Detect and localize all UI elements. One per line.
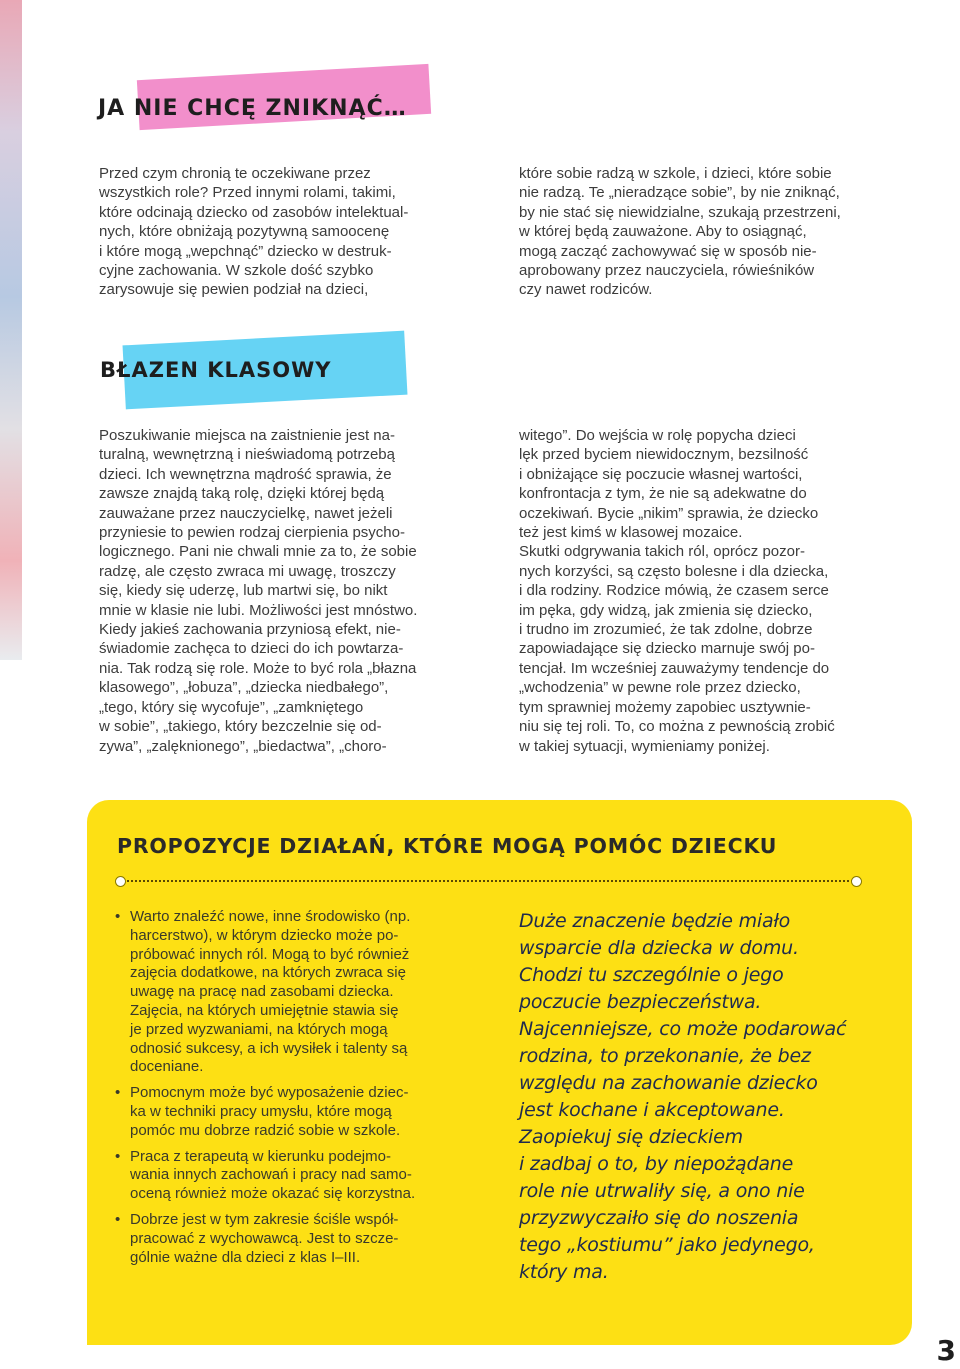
text-line: dzieci. Ich wewnętrzna mądrość sprawia, że xyxy=(99,465,392,483)
proposal-bullet-item xyxy=(115,1148,495,1204)
text-line: aprobowany przez nauczyciela, rówieśników xyxy=(519,262,815,280)
text-line: zauważane przez nauczycielkę, nawet jeżeli xyxy=(99,504,393,522)
section1-column-left xyxy=(99,164,469,300)
text-line: klasowego”, „łobuza”, „dziecka niedbałego”, xyxy=(99,679,389,697)
text-line: i obniżające się poczucie własnej wartości, xyxy=(519,465,803,483)
text-line: harcerstwo), w którym dziecko może po- xyxy=(130,926,399,944)
text-line: mnie w klasie nie lubi. Możliwości jest mnóstwo. xyxy=(99,601,418,619)
text-line: radzę, ale często zwraca mi uwagę, troszczy xyxy=(99,562,396,580)
text-line: przyniesie to pewien rodzaj cierpienia psycho- xyxy=(99,524,405,542)
section-title-ja-nie-chce-zniknac: JA NIE CHCĘ ZNIKNĄĆ… xyxy=(98,96,407,121)
text-line: Duże znaczenie będzie miało xyxy=(519,910,791,932)
text-line: pracować z wychowawcą. Jest to szcze- xyxy=(130,1229,399,1247)
text-line: • Dobrze jest w tym zakresie ściśle współ- xyxy=(130,1210,399,1228)
text-line: w której będą zauważone. Aby to osiągnąć, xyxy=(519,223,807,241)
text-line: gólnie ważne dla dzieci z klas I–III. xyxy=(130,1248,361,1266)
text-line: który ma. xyxy=(519,1261,609,1283)
text-line: cyjne zachowania. W szkole dość szybko xyxy=(99,262,374,280)
section-title-blazen-klasowy: BŁAZEN KLASOWY xyxy=(100,358,332,382)
text-line: zajęcia dodatkowe, na których zwraca się xyxy=(130,964,406,982)
proposal-bullet-item xyxy=(115,908,495,1077)
text-line: jest kochane i akceptowane. xyxy=(519,1099,785,1121)
text-line: • Pomocnym może być wyposażenie dziec- xyxy=(130,1084,409,1102)
text-line: ka w techniki pracy umysłu, które mogą xyxy=(130,1102,392,1120)
text-line: i zadbaj o to, by niepożądane xyxy=(519,1153,794,1175)
dotted-divider xyxy=(119,880,857,882)
text-line: względu na zachowanie dziecko xyxy=(519,1072,818,1094)
text-line: je przed wyzwaniami, na których mogą xyxy=(130,1020,388,1038)
text-line: w sobie”, „takiego, który bezczelnie się od- xyxy=(99,718,382,736)
text-line: konfrontacja z tym, że nie są adekwatne do xyxy=(519,485,807,503)
text-line: • Warto znaleźć nowe, inne środowisko (np. xyxy=(130,908,411,925)
text-line: „tego, który się wycofuje”, „zamkniętego xyxy=(99,698,364,716)
section2-column-left xyxy=(99,426,479,756)
text-line: które sobie radzą w szkole, i dzieci, które sobie xyxy=(519,165,832,182)
side-photo-strip xyxy=(0,0,22,660)
text-line: • Praca z terapeutą w kierunku podejmo- xyxy=(130,1147,391,1165)
text-line: turalną, wewnętrzną i nieświadomą potrzebą xyxy=(99,446,395,464)
text-line: im pęka, gdy widzą, jak zmienia się dziecko, xyxy=(519,601,813,619)
divider-dot-right xyxy=(851,876,862,887)
text-line: wsparcie dla dziecka w domu. xyxy=(519,937,799,959)
parent-support-quote xyxy=(519,908,879,1286)
text-line: poczucie bezpieczeństwa. xyxy=(519,991,762,1013)
text-line: Przed czym chronią te oczekiwane przez xyxy=(99,165,371,182)
text-line: oceną również może okazać się korzystna. xyxy=(130,1185,416,1203)
text-line: nych korzyści, są często bolesne i dla dziecka, xyxy=(519,562,829,580)
text-line: wszystkich role? Przed innymi rolami, takimi, xyxy=(99,184,396,202)
text-line: Najcenniejsze, co może podarować xyxy=(519,1018,847,1040)
text-line: przyzwyczaiło się do noszenia xyxy=(519,1207,799,1229)
text-line: mogą zacząć zachowywać się w sposób nie- xyxy=(519,242,817,260)
text-line: zawsze znajdą taką rolę, dzięki której będą xyxy=(99,485,385,503)
text-line: Chodzi tu szczególnie o jego xyxy=(519,964,784,986)
proposal-bullet-item xyxy=(115,1211,495,1267)
text-line: tym sprawniej możemy zapobiec usztywnie- xyxy=(519,698,811,716)
text-line: uwagę na pracę nad zasobami dziecka. xyxy=(130,983,394,1001)
text-line: doceniane. xyxy=(130,1058,204,1076)
text-line: zapowiadające się dziecko marnuje swój po- xyxy=(519,640,815,658)
proposal-bullet-item xyxy=(115,1084,495,1140)
text-line: tego „kostiumu” jako jedynego, xyxy=(519,1234,815,1256)
text-line: nia. Tak rodzą się role. Może to być rola „błazna xyxy=(99,659,417,677)
text-line: Skutki odgrywania takich ról, oprócz pozor- xyxy=(519,543,805,561)
text-line: Zaopiekuj się dzieckiem xyxy=(519,1126,743,1148)
proposals-title: PROPOZYCJE DZIAŁAŃ, KTÓRE MOGĄ POMÓC DZIECKU xyxy=(117,834,778,858)
text-line: się, kiedy się uderzę, lub martwi się, bo nikt xyxy=(99,582,388,600)
text-line: świadomie zachęca to dzieci do ich powtarza- xyxy=(99,640,404,658)
text-line: i dla rodziny. Rodzice mówią, że czasem serce xyxy=(519,582,829,600)
text-line: czy nawet rodziców. xyxy=(519,281,653,299)
text-line: odnosić sukcesy, a ich wysiłek i talenty są xyxy=(130,1039,408,1057)
text-line: logicznego. Pani nie chwali mnie za to, że sobie xyxy=(99,543,417,561)
text-line: zywa”, „zalęknionego”, „biedactwa”, „choro- xyxy=(99,737,387,755)
text-line: próbować innych ról. Mogą to być również xyxy=(130,945,410,963)
text-line: role nie utrwaliły się, a ono nie xyxy=(519,1180,805,1202)
text-line: oczekiwań. Bycie „nikim” sprawia, że dziecko xyxy=(519,504,819,522)
text-line: i które mogą „wepchnąć” dziecko w destruk- xyxy=(99,242,392,260)
section2-column-right xyxy=(519,426,919,756)
text-line: w takiej sytuacji, wymieniamy poniżej. xyxy=(519,737,770,755)
text-line: by nie stać się niewidzialne, szukają przestrzeni, xyxy=(519,203,841,221)
text-line: Poszukiwanie miejsca na zaistnienie jest na- xyxy=(99,427,395,444)
text-line: Zajęcia, na których umiejętnie stawia się xyxy=(130,1001,399,1019)
text-line: które odcinają dziecko od zasobów intelektual- xyxy=(99,203,409,221)
text-line: nie radzą. Te „nieradzące sobie”, by nie zniknąć, xyxy=(519,184,840,202)
text-line: zarysowuje się pewien podział na dzieci, xyxy=(99,281,369,299)
text-line: witego”. Do wejścia w rolę popycha dzieci xyxy=(519,427,796,444)
proposals-box xyxy=(87,800,912,1345)
text-line: pomóc mu dobrze radzić sobie w szkole. xyxy=(130,1121,401,1139)
text-line: „wchodzenia” w pewne role przez dziecko, xyxy=(519,679,801,697)
text-line: wania innych zachowań i pracy nad samo- xyxy=(130,1166,412,1184)
text-line: i trudno im zrozumieć, że tak zdolne, dobrze xyxy=(519,621,813,639)
proposals-bullet-list xyxy=(115,908,495,1274)
text-line: lęk przed byciem niewidocznym, bezsilność xyxy=(519,446,809,464)
page-number: 3 xyxy=(936,1334,956,1367)
divider-dot-left xyxy=(115,876,126,887)
text-line: rodzina, to przekonanie, że bez xyxy=(519,1045,811,1067)
text-line: nych, które obniżają pozytywną samoocenę xyxy=(99,223,390,241)
text-line: niu się tej roli. To, co można z pewnością zrobić xyxy=(519,718,835,736)
text-line: też jest kimś w klasowej mozaice. xyxy=(519,524,743,542)
text-line: tencjał. Im wcześniej zauważymy tendencje do xyxy=(519,659,830,677)
section1-column-right xyxy=(519,164,919,300)
text-line: Kiedy jakieś zachowania przyniosą efekt, nie- xyxy=(99,621,401,639)
